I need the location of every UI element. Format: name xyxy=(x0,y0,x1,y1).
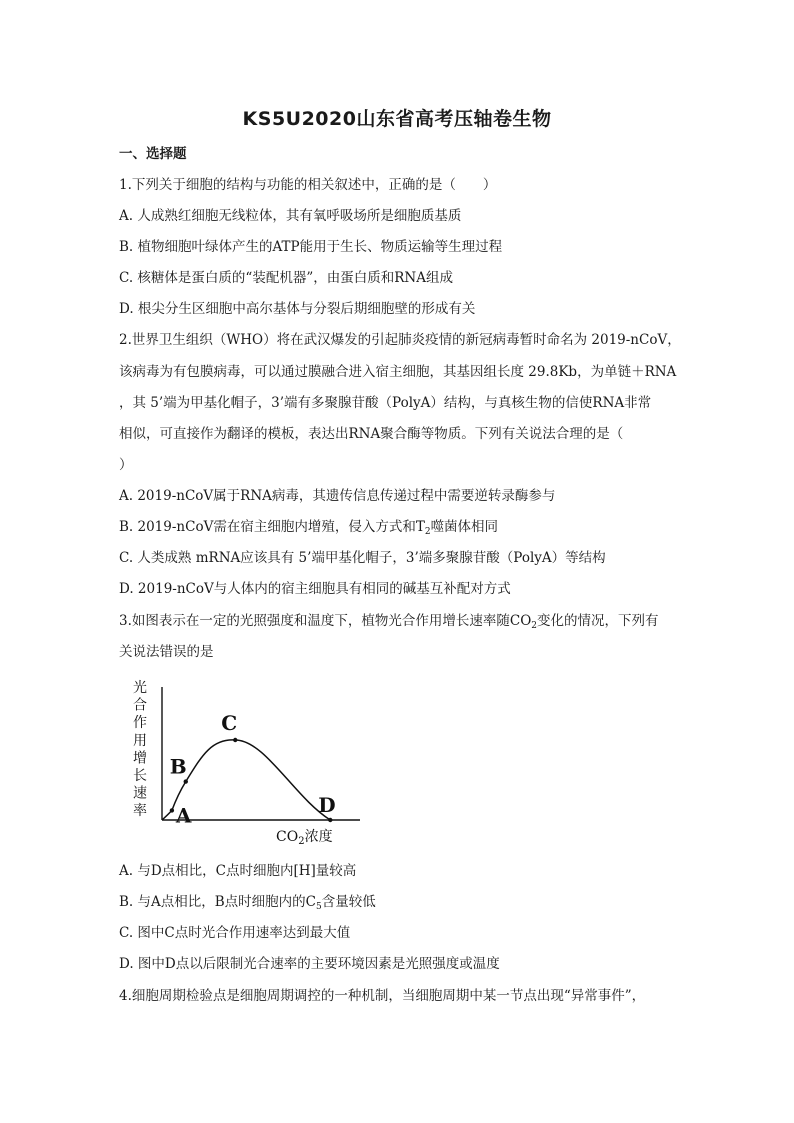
point-label-b: B xyxy=(169,754,187,779)
y-axis-label-char: 增 xyxy=(133,750,147,767)
curve-point-b xyxy=(184,779,188,783)
q3-option-b xyxy=(119,892,376,912)
q2-option-d: D. 2019-nCoV与人体内的宿主细胞具有相同的碱基互补配对方式 xyxy=(119,581,511,597)
q3-option-a: A. 与D点相比，C点时细胞内[H]量较高 xyxy=(119,863,357,879)
y-axis-label-char: 合 xyxy=(133,697,147,714)
q2-option-a: A. 2019-nCoV属于RNA病毒，其遗传信息传递过程中需要逆转录酶参与 xyxy=(119,488,556,504)
q2-stem-line-1: 2.世界卫生组织（WHO）将在武汉爆发的引起肺炎疫情的新冠病毒暂时命名为 2019-nCoV， xyxy=(119,332,681,348)
q1-stem: 1.下列关于细胞的结构与功能的相关叙述中，正确的是（ ） xyxy=(119,177,497,193)
curve-points xyxy=(170,711,336,827)
q1-option-c: C. 核糖体是蛋白质的“装配机器”，由蛋白质和RNA组成 xyxy=(119,270,453,286)
q3-stem-line-1 xyxy=(119,611,659,631)
y-axis-label-char: 用 xyxy=(133,732,147,749)
point-label-d: D xyxy=(318,793,336,817)
y-axis-label-char: 光 xyxy=(133,680,147,696)
x-axis-label: $CO_2$浓度 xyxy=(276,829,333,845)
q2-option-b-text: B. 2019-nCoV需在宿主细胞内增殖，侵入方式和T xyxy=(119,519,425,535)
q2-stem-line-3: ，其 5’端为甲基化帽子，3’端有多聚腺苷酸（PolyA）结构，与真核生物的信使RNA非常 xyxy=(119,395,652,411)
curve-point-d xyxy=(328,818,332,822)
curve-point-c xyxy=(233,738,237,742)
q3-option-b-subscript: 5 xyxy=(316,902,322,912)
graph-svg xyxy=(128,675,368,845)
q2-option-b-text-end: 噬菌体相同 xyxy=(430,519,499,535)
q1-option-a: A. 人成熟红细胞无线粒体，其有氧呼吸场所是细胞质基质 xyxy=(119,208,462,224)
q2-stem-line-4: 相似，可直接作为翻译的模板，表达出RNA聚合酶等物质。下列有关说法合理的是（ xyxy=(119,426,624,442)
photosynthesis-graph xyxy=(128,675,368,845)
q3-option-b-text-end: 含量较低 xyxy=(321,894,376,910)
y-axis-label-char: 长 xyxy=(133,768,147,784)
page-title: KS5U2020山东省高考压轴卷生物 xyxy=(242,108,552,130)
q2-option-b xyxy=(119,517,498,537)
q3-option-d: D. 图中D点以后限制光合速率的主要环境因素是光照强度或温度 xyxy=(119,956,500,972)
q3-stem-text: 3.如图表示在一定的光照强度和温度下，植物光合作用增长速率随CO xyxy=(119,613,532,629)
y-axis-label xyxy=(133,679,147,819)
q2-stem-line-2: 该病毒为有包膜病毒，可以通过膜融合进入宿主细胞，其基因组长度 29.8Kb，为单链＋RNA xyxy=(119,364,677,380)
q2-option-c: C. 人类成熟 mRNA应该具有 5’端甲基化帽子，3’端多聚腺苷酸（PolyA）等结构 xyxy=(119,550,606,566)
q3-stem-text-end: 变化的情况，下列有 xyxy=(537,613,659,629)
curve-point-a xyxy=(170,808,174,812)
q1-option-d: D. 根尖分生区细胞中高尔基体与分裂后期细胞壁的形成有关 xyxy=(119,301,476,317)
q3-option-b-text: B. 与A点相比，B点时细胞内的C xyxy=(119,894,317,910)
q3-option-c: C. 图中C点时光合作用速率达到最大值 xyxy=(119,925,351,941)
y-axis-label-char: 率 xyxy=(133,803,147,820)
y-axis-label-char: 作 xyxy=(133,715,147,732)
q3-stem-line-2: 关说法错误的是 xyxy=(119,644,214,660)
q2-stem-line-5: ） xyxy=(119,457,133,473)
y-axis-label-char: 速 xyxy=(133,785,147,802)
q3-stem-subscript: 2 xyxy=(531,621,538,631)
q2-option-b-subscript: 2 xyxy=(424,527,431,537)
point-label-a: A xyxy=(175,803,192,828)
point-label-c: C xyxy=(221,711,238,735)
q4-stem-line-1: 4.细胞周期检验点是细胞周期调控的一种机制，当细胞周期中某一节点出现“异常事件”， xyxy=(119,988,646,1004)
q1-option-b: B. 植物细胞叶绿体产生的ATP能用于生长、物质运输等生理过程 xyxy=(119,239,503,255)
section-heading: 一、选择题 xyxy=(119,146,187,162)
